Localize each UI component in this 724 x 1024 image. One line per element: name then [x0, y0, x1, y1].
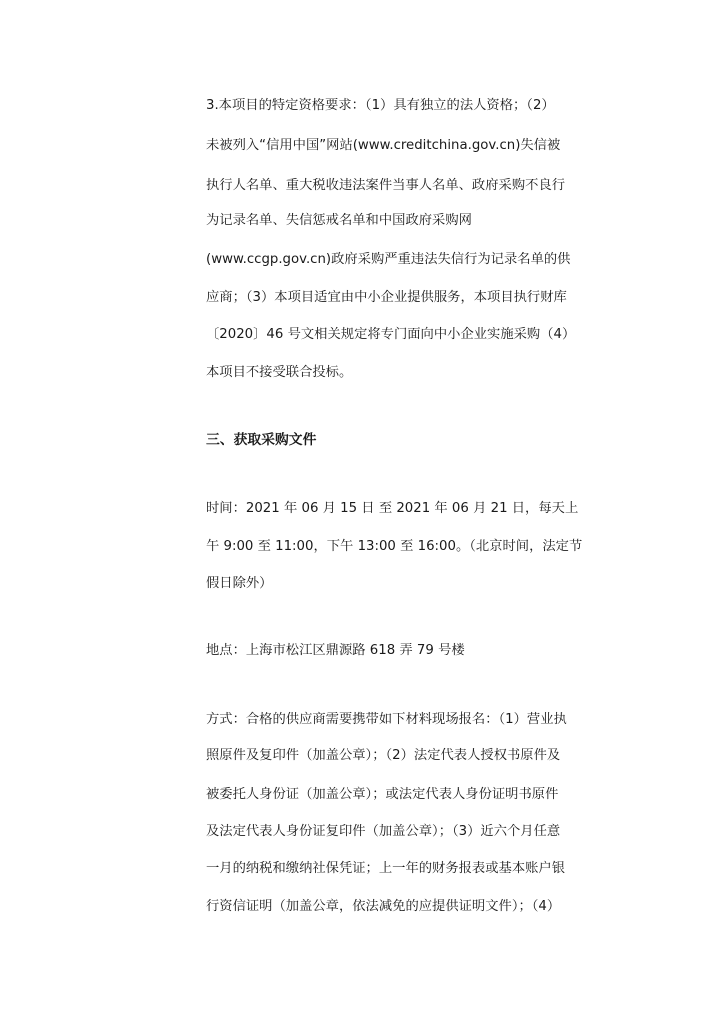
qualification-line-7: 〔2020〕46 号文相关规定将专门面向中小企业实施采购（4） — [206, 327, 576, 342]
qualification-line-1: 3.本项目的特定资格要求：（1）具有独立的法人资格；（2） — [206, 98, 555, 113]
method-line-1: 方式：合格的供应商需要携带如下材料现场报名：（1）营业执 — [206, 712, 567, 727]
qualification-line-6: 应商；（3）本项目适宜由中小企业提供服务，本项目执行财库 — [206, 290, 567, 305]
location-line-1: 地点：上海市松江区鼎源路 618 弄 79 号楼 — [206, 643, 465, 658]
qualification-line-3: 执行人名单、重大税收违法案件当事人名单、政府采购不良行 — [206, 178, 566, 193]
qualification-line-4: 为记录名单、失信惩戒名单和中国政府采购网 — [206, 213, 472, 228]
time-line-3: 假日除外） — [206, 576, 273, 591]
time-line-1: 时间：2021 年 06 月 15 日 至 2021 年 06 月 21 日，每天上 — [206, 501, 579, 516]
method-line-2: 照原件及复印件（加盖公章）；（2）法定代表人授权书原件及 — [206, 748, 561, 763]
qualification-line-5: (www.ccgp.gov.cn)政府采购严重违法失信行为记录名单的供 — [206, 252, 571, 267]
method-line-4: 及法定代表人身份证复印件（加盖公章）；（3）近六个月任意 — [206, 824, 561, 839]
qualification-line-8: 本项目不接受联合投标。 — [206, 365, 353, 380]
qualification-line-2: 未被列入“信用中国”网站(www.creditchina.gov.cn)失信被 — [206, 138, 561, 153]
method-line-3: 被委托人身份证（加盖公章）；或法定代表人身份证明书原件 — [206, 787, 559, 802]
method-line-5: 一月的纳税和缴纳社保凭证；上一年的财务报表或基本账户银 — [206, 861, 566, 876]
time-line-2: 午 9:00 至 11:00，下午 13:00 至 16:00。（北京时间，法定节 — [206, 539, 583, 554]
method-line-6: 行资信证明（加盖公章，依法减免的应提供证明文件）；（4） — [206, 899, 561, 914]
section-heading: 三、获取采购文件 — [206, 432, 317, 448]
